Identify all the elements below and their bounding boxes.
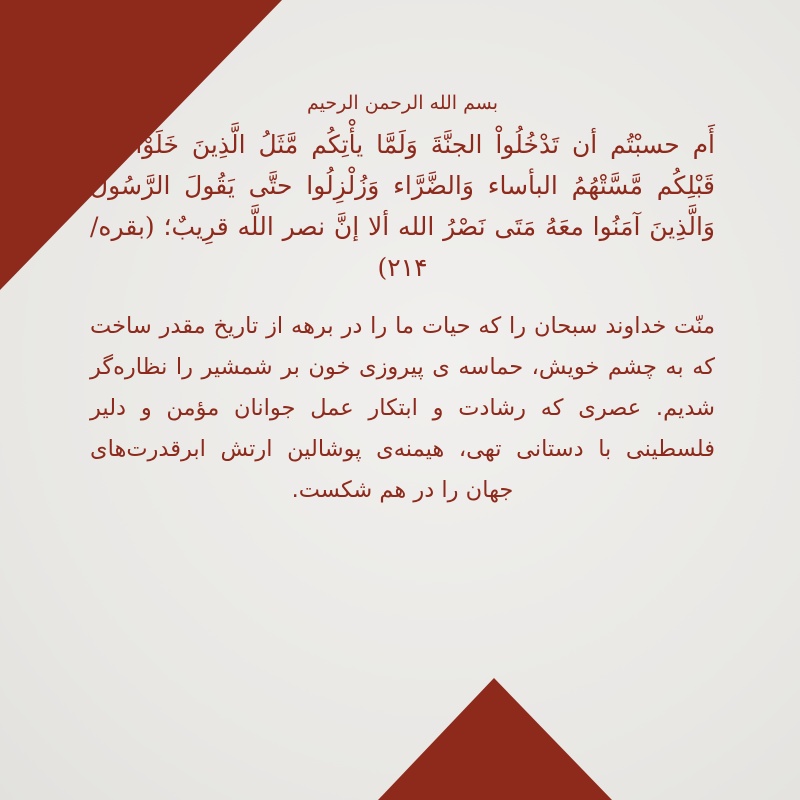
quran-verse: أَم حسبْتُم أن تَدْخُلُواْ الجنَّةَ وَلَمَّا یأْتِكُم مَّثَلُ الَّذِینَ خَلَوْاْ مِن قَبْلِكُم مَّسَّتْهُمُ البأساء وَالضَّرَّاء وَزُلْزِلُوا حتَّى یَقُولَ الرَّسُولُ وَالَّذِینَ آمَنُوا معَهُ مَتَى نَصْرُ الله ألا إنَّ نصر اللَّه قرِیبٌ؛ (بقره/۲۱۴): [90, 130, 715, 282]
persian-paragraph: منّت خداوند سبحان را که حیات ما را در برهه از تاریخ مقدر ساخت که به چشم خویش، حماسه ی پیروزی خون بر شمشیر را نظاره‌گر شدیم. عصری که رشادت و ابتکار عمل جوانان مؤمن و دلیر فلسطینی با دستانی تهی، هیمنه‌ی پوشالین ارتش ابرقدرت‌های جهان را در هم شکست.: [90, 313, 715, 503]
basmala-heading: بسم الله الرحمن الرحیم: [307, 92, 498, 114]
text-block: [90, 88, 715, 511]
bottom-center-triangle-decoration: [378, 678, 612, 800]
